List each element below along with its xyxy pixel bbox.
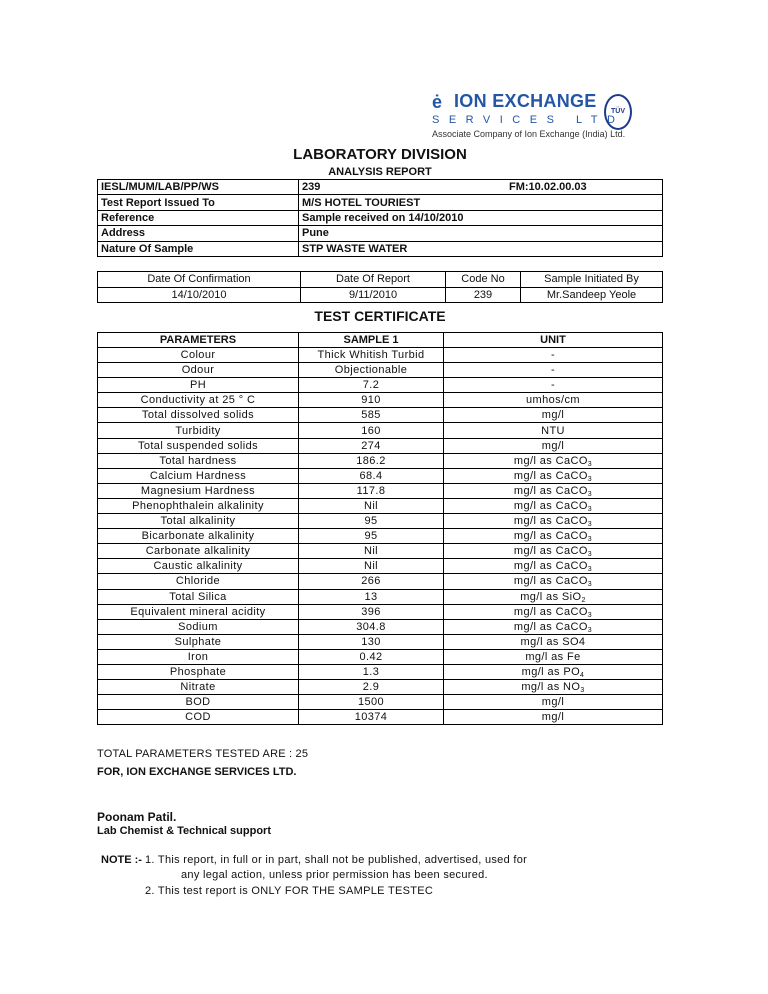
unit-value: NTU <box>444 423 663 438</box>
table-row <box>98 559 663 574</box>
parameter-name: Chloride <box>98 574 299 589</box>
initiated-by: Mr.Sandeep Yeole <box>521 287 663 303</box>
sample-value: 396 <box>299 604 444 619</box>
sample-value: 13 <box>299 589 444 604</box>
info-label: Address <box>98 226 299 241</box>
unit-value: mg/l <box>444 695 663 710</box>
sample-value: 95 <box>299 514 444 529</box>
sample-value: 130 <box>299 634 444 649</box>
info-row <box>98 210 663 225</box>
unit-value: - <box>444 378 663 393</box>
brand-services: SERVICES LTD <box>432 114 625 126</box>
parameter-name: Equivalent mineral acidity <box>98 604 299 619</box>
total-parameters: TOTAL PARAMETERS TESTED ARE : 25 <box>97 748 309 760</box>
header-initiated-by: Sample Initiated By <box>521 272 663 288</box>
unit-value: mg/l as SiO$_2$ <box>444 589 663 604</box>
info-value: M/S HOTEL TOURIEST <box>299 195 663 210</box>
sample-value: 186.2 <box>299 453 444 468</box>
unit-value: mg/l as CaCO$_3$ <box>444 514 663 529</box>
table-row <box>98 363 663 378</box>
confirmation-table <box>97 271 663 303</box>
table-row <box>98 529 663 544</box>
info-value: Pune <box>299 226 663 241</box>
sample-value: Nil <box>299 559 444 574</box>
brand-name: ION EXCHANGE <box>454 91 597 111</box>
parameter-name: Magnesium Hardness <box>98 483 299 498</box>
table-row <box>98 408 663 423</box>
parameter-name: Bicarbonate alkalinity <box>98 529 299 544</box>
parameter-name: Total Silica <box>98 589 299 604</box>
note-2: 2. This test report is ONLY FOR THE SAMPLE TESTEC <box>145 885 434 897</box>
report-type: ANALYSIS REPORT <box>328 166 432 178</box>
for-company: FOR, ION EXCHANGE SERVICES LTD. <box>97 766 297 778</box>
date-confirmation: 14/10/2010 <box>98 287 301 303</box>
table-row <box>98 514 663 529</box>
date-report: 9/11/2010 <box>301 287 446 303</box>
note-label: NOTE :- <box>101 854 142 866</box>
parameters-header-row <box>98 333 663 348</box>
parameter-name: Turbidity <box>98 423 299 438</box>
parameters-body <box>98 348 663 725</box>
table-row <box>98 348 663 363</box>
form-number: FM:10.02.00.03 <box>509 181 587 194</box>
sample-value: 910 <box>299 393 444 408</box>
note-1-continued: any legal action, unless prior permission has been secured. <box>181 869 488 881</box>
unit-value: mg/l as SO4 <box>444 634 663 649</box>
parameter-name: Iron <box>98 649 299 664</box>
sample-value: 585 <box>299 408 444 423</box>
sample-value: Nil <box>299 544 444 559</box>
info-row <box>98 226 663 241</box>
ref-code: IESL/MUM/LAB/PP/WS <box>98 180 299 195</box>
sample-value: Thick Whitish Turbid <box>299 348 444 363</box>
header-parameters: PARAMETERS <box>98 333 299 348</box>
unit-value: mg/l as $PO_4$ <box>444 664 663 679</box>
unit-value: mg/l as CaCO$_3$ <box>444 468 663 483</box>
unit-value: umhos/cm <box>444 393 663 408</box>
sample-value: 117.8 <box>299 483 444 498</box>
sample-value: 68.4 <box>299 468 444 483</box>
unit-value: mg/l as CaCO$_3$ <box>444 529 663 544</box>
report-number: 239 <box>302 181 321 194</box>
unit-value: mg/l as CaCO$_3$ <box>444 619 663 634</box>
table-row <box>98 498 663 513</box>
table-row <box>98 544 663 559</box>
sample-value: 95 <box>299 529 444 544</box>
unit-value: - <box>444 363 663 378</box>
parameter-name: COD <box>98 710 299 725</box>
parameter-name: Total alkalinity <box>98 514 299 529</box>
confirmation-value-row <box>98 287 663 303</box>
parameter-name: Carbonate alkalinity <box>98 544 299 559</box>
ion-exchange-logo-icon: ė <box>432 92 443 112</box>
parameter-name: PH <box>98 378 299 393</box>
sample-value: 0.42 <box>299 649 444 664</box>
unit-value: mg/l as CaCO$_3$ <box>444 544 663 559</box>
unit-value: mg/l as $NO_3$ <box>444 680 663 695</box>
parameter-name: Odour <box>98 363 299 378</box>
table-row <box>98 378 663 393</box>
unit-value: mg/l as CaCO$_3$ <box>444 483 663 498</box>
header-unit: UNIT <box>444 333 663 348</box>
info-label: Reference <box>98 210 299 225</box>
unit-value: mg/l as CaCO$_3$ <box>444 574 663 589</box>
parameters-table <box>97 332 663 725</box>
table-row <box>98 604 663 619</box>
header-code-no: Code No <box>446 272 521 288</box>
unit-value: mg/l <box>444 408 663 423</box>
sample-value: 160 <box>299 423 444 438</box>
table-row <box>98 680 663 695</box>
report-number-cell <box>299 180 663 195</box>
sample-value: 7.2 <box>299 378 444 393</box>
unit-value: mg/l <box>444 438 663 453</box>
header-date-confirmation: Date Of Confirmation <box>98 272 301 288</box>
sample-value: Nil <box>299 498 444 513</box>
signatory-name: Poonam Patil. <box>97 810 177 824</box>
info-label: Nature Of Sample <box>98 241 299 256</box>
table-row <box>98 589 663 604</box>
table-row <box>98 649 663 664</box>
table-row <box>98 393 663 408</box>
sample-value: 2.9 <box>299 680 444 695</box>
table-row <box>98 710 663 725</box>
sample-value: 1500 <box>299 695 444 710</box>
header-date-report: Date Of Report <box>301 272 446 288</box>
info-row <box>98 241 663 256</box>
parameter-name: Caustic alkalinity <box>98 559 299 574</box>
parameter-name: Sulphate <box>98 634 299 649</box>
unit-value: mg/l as CaCO$_3$ <box>444 453 663 468</box>
associate-line: Associate Company of Ion Exchange (India) Ltd. <box>432 129 626 139</box>
sample-value: 1.3 <box>299 664 444 679</box>
division-title: LABORATORY DIVISION <box>293 146 467 163</box>
info-value: STP WASTE WATER <box>299 241 663 256</box>
table-row <box>98 468 663 483</box>
certificate-title: TEST CERTIFICATE <box>314 308 446 324</box>
parameter-name: Calcium Hardness <box>98 468 299 483</box>
note-1: 1. This report, in full or in part, shall not be published, advertised, used for <box>145 854 528 866</box>
sample-value: 304.8 <box>299 619 444 634</box>
info-row <box>98 195 663 210</box>
table-row <box>98 664 663 679</box>
parameter-name: Total suspended solids <box>98 438 299 453</box>
info-row <box>98 180 663 195</box>
info-value: Sample received on 14/10/2010 <box>299 210 663 225</box>
parameter-name: BOD <box>98 695 299 710</box>
sample-value: 266 <box>299 574 444 589</box>
unit-value: mg/l as CaCO$_3$ <box>444 604 663 619</box>
confirmation-header-row <box>98 272 663 288</box>
parameter-name: Colour <box>98 348 299 363</box>
parameter-name: Total dissolved solids <box>98 408 299 423</box>
unit-value: mg/l as Fe <box>444 649 663 664</box>
tuv-seal-icon: TÜV <box>604 94 632 130</box>
parameter-name: Phenophthalein alkalinity <box>98 498 299 513</box>
parameter-name: Sodium <box>98 619 299 634</box>
parameter-name: Conductivity at 25 ° C <box>98 393 299 408</box>
table-row <box>98 695 663 710</box>
table-row <box>98 423 663 438</box>
parameter-name: Phosphate <box>98 664 299 679</box>
table-row <box>98 438 663 453</box>
info-label: Test Report Issued To <box>98 195 299 210</box>
sample-value: 10374 <box>299 710 444 725</box>
parameter-name: Nitrate <box>98 680 299 695</box>
header-sample: SAMPLE 1 <box>299 333 444 348</box>
signatory-designation: Lab Chemist & Technical support <box>97 825 271 837</box>
table-row <box>98 574 663 589</box>
report-info-table <box>97 179 663 257</box>
code-no: 239 <box>446 287 521 303</box>
table-row <box>98 619 663 634</box>
unit-value: mg/l as CaCO$_3$ <box>444 498 663 513</box>
unit-value: mg/l <box>444 710 663 725</box>
unit-value: mg/l as CaCO$_3$ <box>444 559 663 574</box>
unit-value: - <box>444 348 663 363</box>
table-row <box>98 453 663 468</box>
parameter-name: Total hardness <box>98 453 299 468</box>
sample-value: Objectionable <box>299 363 444 378</box>
table-row <box>98 483 663 498</box>
sample-value: 274 <box>299 438 444 453</box>
table-row <box>98 634 663 649</box>
